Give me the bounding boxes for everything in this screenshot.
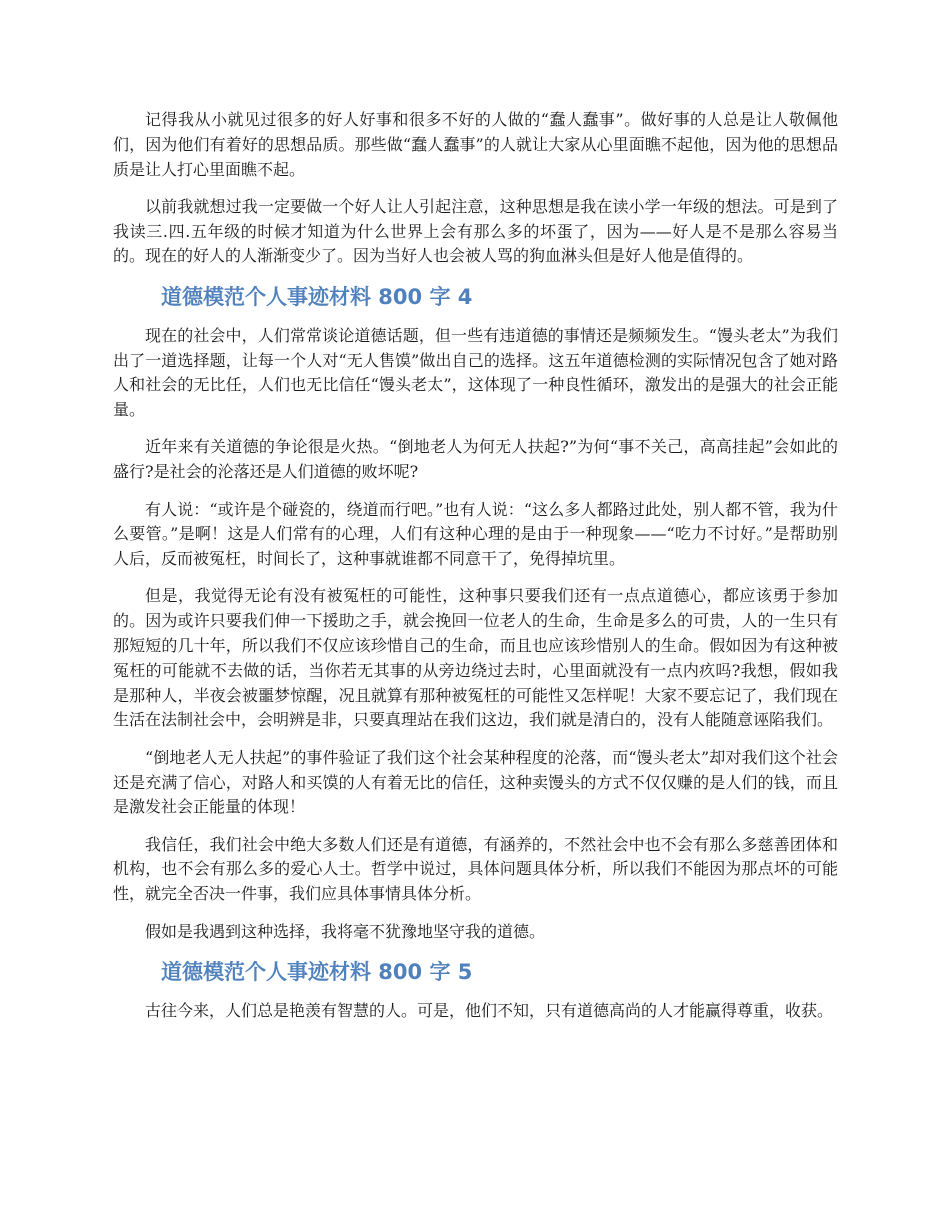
paragraph: 古往今来，人们总是艳羡有智慧的人。可是，他们不知，只有道德高尚的人才能赢得尊重，收获。 (145, 1000, 834, 1020)
paragraph: 我信任，我们社会中绝大多数人们还是有道德，有涵养的，不然社会中也不会有那么多慈善团体和机构，也不会有那么多的爱心人士。哲学中说过，具体问题具体分析，所以我们不能因为那点坏的可能性，就完全否决一件事，我们应具体事情具体分析。 (113, 834, 838, 904)
paragraph: 近年来有关道德的争论很是火热。“倒地老人为何无人扶起?”为何“事不关己，高高挂起”会如此的盛行?是社会的沦落还是人们道德的败坏呢? (113, 437, 838, 482)
section-heading: 道德模范个人事迹材料 800 字 5 (161, 959, 473, 984)
paragraph: 以前我就想过我一定要做一个好人让人引起注意，这种思想是我在读小学一年级的想法。可是到了我读三.四.五年级的时候才知道为什么世界上会有那么多的坏蛋了，因为——好人是不是那么容易当的。现在的好人的人渐渐变少了。因为当好人也会被人骂的狗血淋头但是好人他是值得的。 (113, 196, 838, 266)
paragraph: 假如是我遇到这种选择，我将毫不犹豫地坚守我的道德。 (145, 921, 546, 941)
document-body (113, 108, 838, 1036)
paragraph: 但是，我觉得无论有没有被冤枉的可能性，这种事只要我们还有一点点道德心，都应该勇于参加的。因为或许只要我们伸一下援助之手，就会挽回一位老人的生命，生命是多么的可贵，人的一生只有那短短的几十年，所以我们不仅应该珍惜自己的生命，而且也应该珍惜别人的生命。假如因为有这种被冤枉的可能就不去做的话，当你若无其事的从旁边绕过去时，心里面就没有一点内疚吗?我想，假如我是那种人，半夜会被噩梦惊醒，况且就算有那种被冤枉的可能性又怎样呢！大家不要忘记了，我们现在生活在法制社会中，会明辨是非，只要真理站在我们这边，我们就是清白的，没有人能随意诬陷我们。 (113, 586, 838, 730)
section-heading: 道德模范个人事迹材料 800 字 4 (161, 284, 473, 309)
paragraph: 现在的社会中，人们常常谈论道德话题，但一些有违道德的事情还是频频发生。“馒头老太”为我们出了一道选择题，让每一个人对“无人售馍”做出自己的选择。这五年道德检测的实际情况包含了她对路人和社会的无比任，人们也无比信任“馒头老太”，这体现了一种良性循环，激发出的是强大的社会正能量。 (113, 325, 838, 420)
paragraph: “倒地老人无人扶起”的事件验证了我们这个社会某种程度的沦落，而“馒头老太”却对我们这个社会还是充满了信心，对路人和买馍的人有着无比的信任，这种卖馒头的方式不仅仅赚的是人们的钱，而且是激发社会正能量的体现！ (113, 747, 838, 817)
paragraph: 记得我从小就见过很多的好人好事和很多不好的人做的“蠢人蠢事”。做好事的人总是让人敬佩他们，因为他们有着好的思想品质。那些做“蠢人蠢事”的人就让大家从心里面瞧不起他，因为他的思想品质是让人打心里面瞧不起。 (113, 110, 838, 179)
paragraph: 有人说：“或许是个碰瓷的，绕道而行吧。”也有人说：“这么多人都路过此处，别人都不管，我为什么要管。”是啊！这是人们常有的心理，人们有这种心理的是由于一种现象——“吃力不讨好。”是帮助别人后，反而被冤枉，时间长了，这种事就谁都不同意干了，免得掉坑里。 (113, 499, 838, 569)
